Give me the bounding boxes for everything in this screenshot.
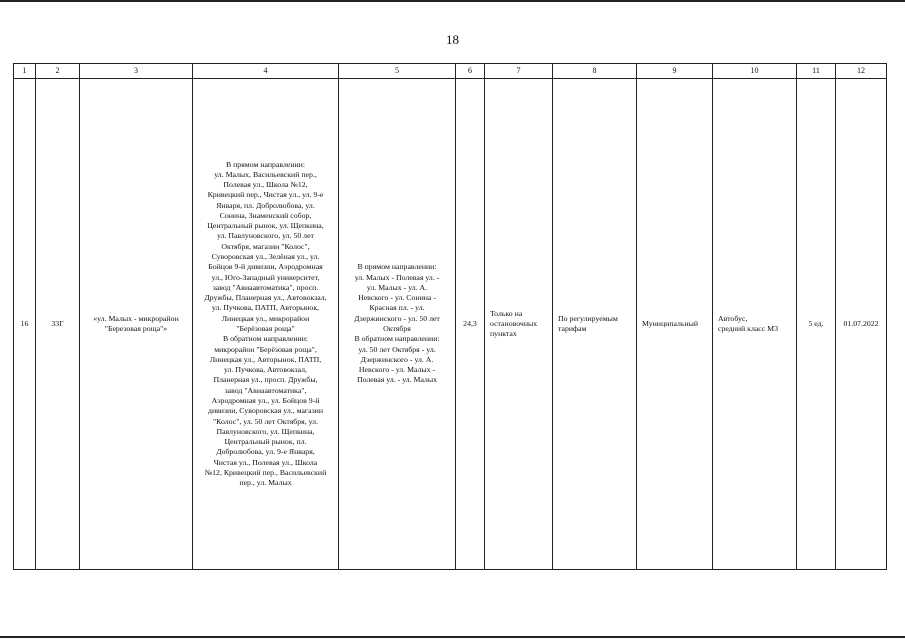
column-number: 4 — [193, 64, 339, 79]
page-top-edge — [0, 0, 905, 2]
column-number: 10 — [713, 64, 797, 79]
route-name-cell: «ул. Малых - микрорайон "Березовая роща"» — [80, 79, 193, 570]
column-number: 8 — [553, 64, 637, 79]
column-number: 2 — [36, 64, 80, 79]
column-number: 3 — [80, 64, 193, 79]
column-number: 7 — [485, 64, 553, 79]
column-number: 11 — [797, 64, 836, 79]
vehicle-count-cell: 5 ед. — [797, 79, 836, 570]
route-roads-cell: В прямом направлении: ул. Малых - Полевая ул. - ул. Малых - ул. А. Невского - ул. Сонина - Красная пл. - ул. Дзержинского - ул. 50 лет Октября В обратном направлении: ул. 50 лет Октября - ул. Дзержинского - ул. А. Невского - ул. Малых - Полевая ул. - ул. Малых — [339, 79, 456, 570]
page-bottom-edge — [0, 636, 905, 638]
route-table — [13, 63, 887, 570]
route-number-cell: 33Г — [36, 79, 80, 570]
tariff-cell: По регулируемым тарифам — [553, 79, 637, 570]
table-row — [14, 79, 887, 570]
column-number-row — [14, 64, 887, 79]
page-number: 18 — [446, 32, 459, 47]
route-streets-cell: В прямом направлении: ул. Малых, Васильевский пер., Полевая ул., Школа №12, Кривецкий пер., Чистая ул., ул. 9-е Января, пл. Добролюбова, ул. Сонина, Знаменский собор, Центральный рынок, ул. Щепкина, ул. Павлуновского, ул. 50 лет Октября, магазин "Колос", Суворовская ул., Зелёная ул., ул. Бойцов 9-й дивизии, Аэродромная ул., Юго-Западный университет, завод "Авиаавтоматика", просп. Дружбы, Планерная ул., Автовокзал, ул. Пучкова, ПАТП, Авторынок, Линецкая ул., микрорайон "Берёзовая роща" В обратном направлении: микрорайон "Берёзовая роща", Линецкая ул., Авторынок, ПАТП, ул. Пучкова, Автовокзал, Планерная ул., просп. Дружбы, завод "Авиаавтоматика", Аэродромная ул., ул. Бойцов 9-й дивизии, Суворовская ул., магазин "Колос", ул. 50 лет Октября, ул. Павлуновского, ул. Щепкина, Центральный рынок, пл. Добролюбова, ул. 9-е Января, Чистая ул., Полевая ул., Школа №12, Кривецкий пер., Васильевский пер., ул. Малых — [193, 79, 339, 570]
column-number: 5 — [339, 64, 456, 79]
column-number: 9 — [637, 64, 713, 79]
column-number: 6 — [456, 64, 485, 79]
route-length-cell: 24,3 — [456, 79, 485, 570]
vehicle-cell: Автобус, средний класс М3 — [713, 79, 797, 570]
carrier-type-cell: Муниципальный — [637, 79, 713, 570]
start-date-cell: 01.07.2022 — [836, 79, 887, 570]
row-number-cell: 16 — [14, 79, 36, 570]
column-number: 1 — [14, 64, 36, 79]
column-number: 12 — [836, 64, 887, 79]
stop-order-cell: Только на остановочных пунктах — [485, 79, 553, 570]
